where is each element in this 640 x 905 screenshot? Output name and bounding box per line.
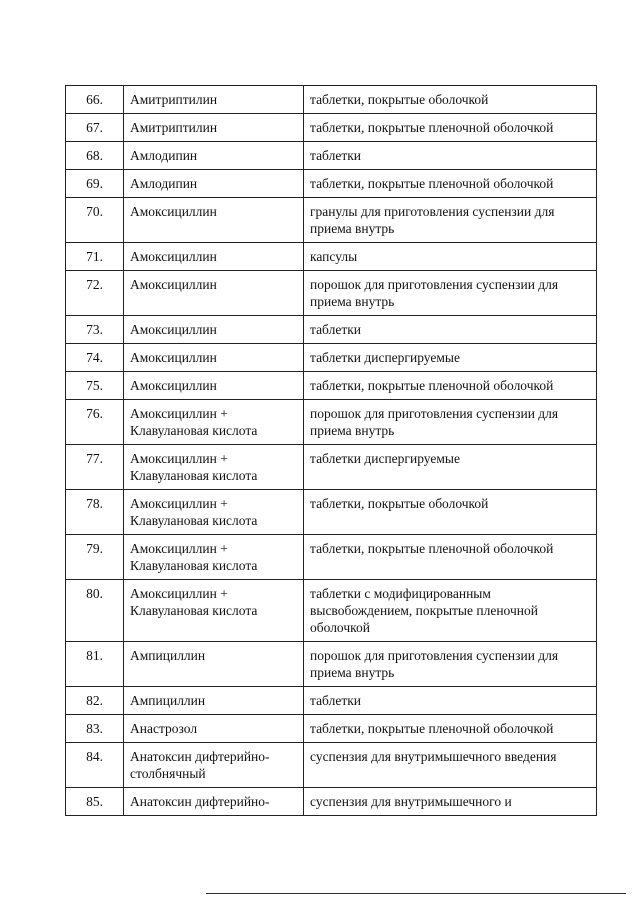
drug-name: Ампициллин	[124, 687, 304, 715]
row-number: 71.	[66, 243, 124, 271]
dosage-form: капсулы	[304, 243, 597, 271]
table-row	[66, 243, 597, 271]
drug-name: Амоксициллин + Клавулановая кислота	[124, 580, 304, 642]
table-row	[66, 715, 597, 743]
table-row	[66, 316, 597, 344]
row-number: 72.	[66, 271, 124, 316]
row-number: 70.	[66, 198, 124, 243]
table-row	[66, 271, 597, 316]
table-row	[66, 743, 597, 788]
dosage-form: гранулы для приготовления суспензии для приема внутрь	[304, 198, 597, 243]
drug-name: Амитриптилин	[124, 86, 304, 114]
table-row	[66, 400, 597, 445]
drug-name: Амлодипин	[124, 142, 304, 170]
table-row	[66, 344, 597, 372]
row-number: 67.	[66, 114, 124, 142]
drug-name: Амоксициллин	[124, 344, 304, 372]
table-row	[66, 86, 597, 114]
drug-name: Амоксициллин + Клавулановая кислота	[124, 445, 304, 490]
dosage-form: таблетки, покрытые пленочной оболочкой	[304, 372, 597, 400]
row-number: 83.	[66, 715, 124, 743]
table-row	[66, 580, 597, 642]
drug-name: Анатоксин дифтерийно-столбнячный	[124, 743, 304, 788]
dosage-form: таблетки, покрытые оболочкой	[304, 490, 597, 535]
drug-name: Амоксициллин	[124, 198, 304, 243]
medication-table-body	[66, 86, 597, 816]
table-row	[66, 490, 597, 535]
dosage-form: таблетки, покрытые пленочной оболочкой	[304, 715, 597, 743]
dosage-form: таблетки, покрытые пленочной оболочкой	[304, 535, 597, 580]
row-number: 76.	[66, 400, 124, 445]
row-number: 78.	[66, 490, 124, 535]
dosage-form: суспензия для внутримышечного введения	[304, 743, 597, 788]
drug-name: Амоксициллин + Клавулановая кислота	[124, 490, 304, 535]
row-number: 69.	[66, 170, 124, 198]
row-number: 66.	[66, 86, 124, 114]
table-row	[66, 535, 597, 580]
row-number: 79.	[66, 535, 124, 580]
drug-name: Амоксициллин	[124, 372, 304, 400]
row-number: 81.	[66, 642, 124, 687]
dosage-form: таблетки с модифицированным высвобождением, покрытые пленочной оболочкой	[304, 580, 597, 642]
dosage-form: таблетки, покрытые пленочной оболочкой	[304, 114, 597, 142]
drug-name: Амоксициллин	[124, 271, 304, 316]
drug-name: Амлодипин	[124, 170, 304, 198]
drug-name: Амоксициллин	[124, 243, 304, 271]
row-number: 80.	[66, 580, 124, 642]
table-row	[66, 788, 597, 816]
drug-name: Анатоксин дифтерийно-	[124, 788, 304, 816]
table-row	[66, 445, 597, 490]
row-number: 75.	[66, 372, 124, 400]
drug-name: Ампициллин	[124, 642, 304, 687]
table-row	[66, 642, 597, 687]
table-row	[66, 198, 597, 243]
row-number: 85.	[66, 788, 124, 816]
dosage-form: таблетки, покрытые оболочкой	[304, 86, 597, 114]
row-number: 82.	[66, 687, 124, 715]
row-number: 74.	[66, 344, 124, 372]
dosage-form: таблетки	[304, 687, 597, 715]
dosage-form: таблетки, покрытые пленочной оболочкой	[304, 170, 597, 198]
table-row	[66, 142, 597, 170]
table-row	[66, 372, 597, 400]
dosage-form: порошок для приготовления суспензии для приема внутрь	[304, 400, 597, 445]
dosage-form: порошок для приготовления суспензии для приема внутрь	[304, 271, 597, 316]
dosage-form: таблетки диспергируемые	[304, 445, 597, 490]
row-number: 84.	[66, 743, 124, 788]
dosage-form: суспензия для внутримышечного и	[304, 788, 597, 816]
table-row	[66, 170, 597, 198]
table-row	[66, 114, 597, 142]
row-number: 73.	[66, 316, 124, 344]
drug-name: Амоксициллин + Клавулановая кислота	[124, 535, 304, 580]
drug-name: Анастрозол	[124, 715, 304, 743]
drug-name: Амоксициллин	[124, 316, 304, 344]
dosage-form: таблетки	[304, 142, 597, 170]
dosage-form: таблетки	[304, 316, 597, 344]
drug-name: Амоксициллин + Клавулановая кислота	[124, 400, 304, 445]
table-row	[66, 687, 597, 715]
bottom-rule	[206, 893, 626, 894]
dosage-form: таблетки диспергируемые	[304, 344, 597, 372]
dosage-form: порошок для приготовления суспензии для приема внутрь	[304, 642, 597, 687]
medication-table	[65, 85, 597, 816]
drug-name: Амитриптилин	[124, 114, 304, 142]
row-number: 68.	[66, 142, 124, 170]
row-number: 77.	[66, 445, 124, 490]
